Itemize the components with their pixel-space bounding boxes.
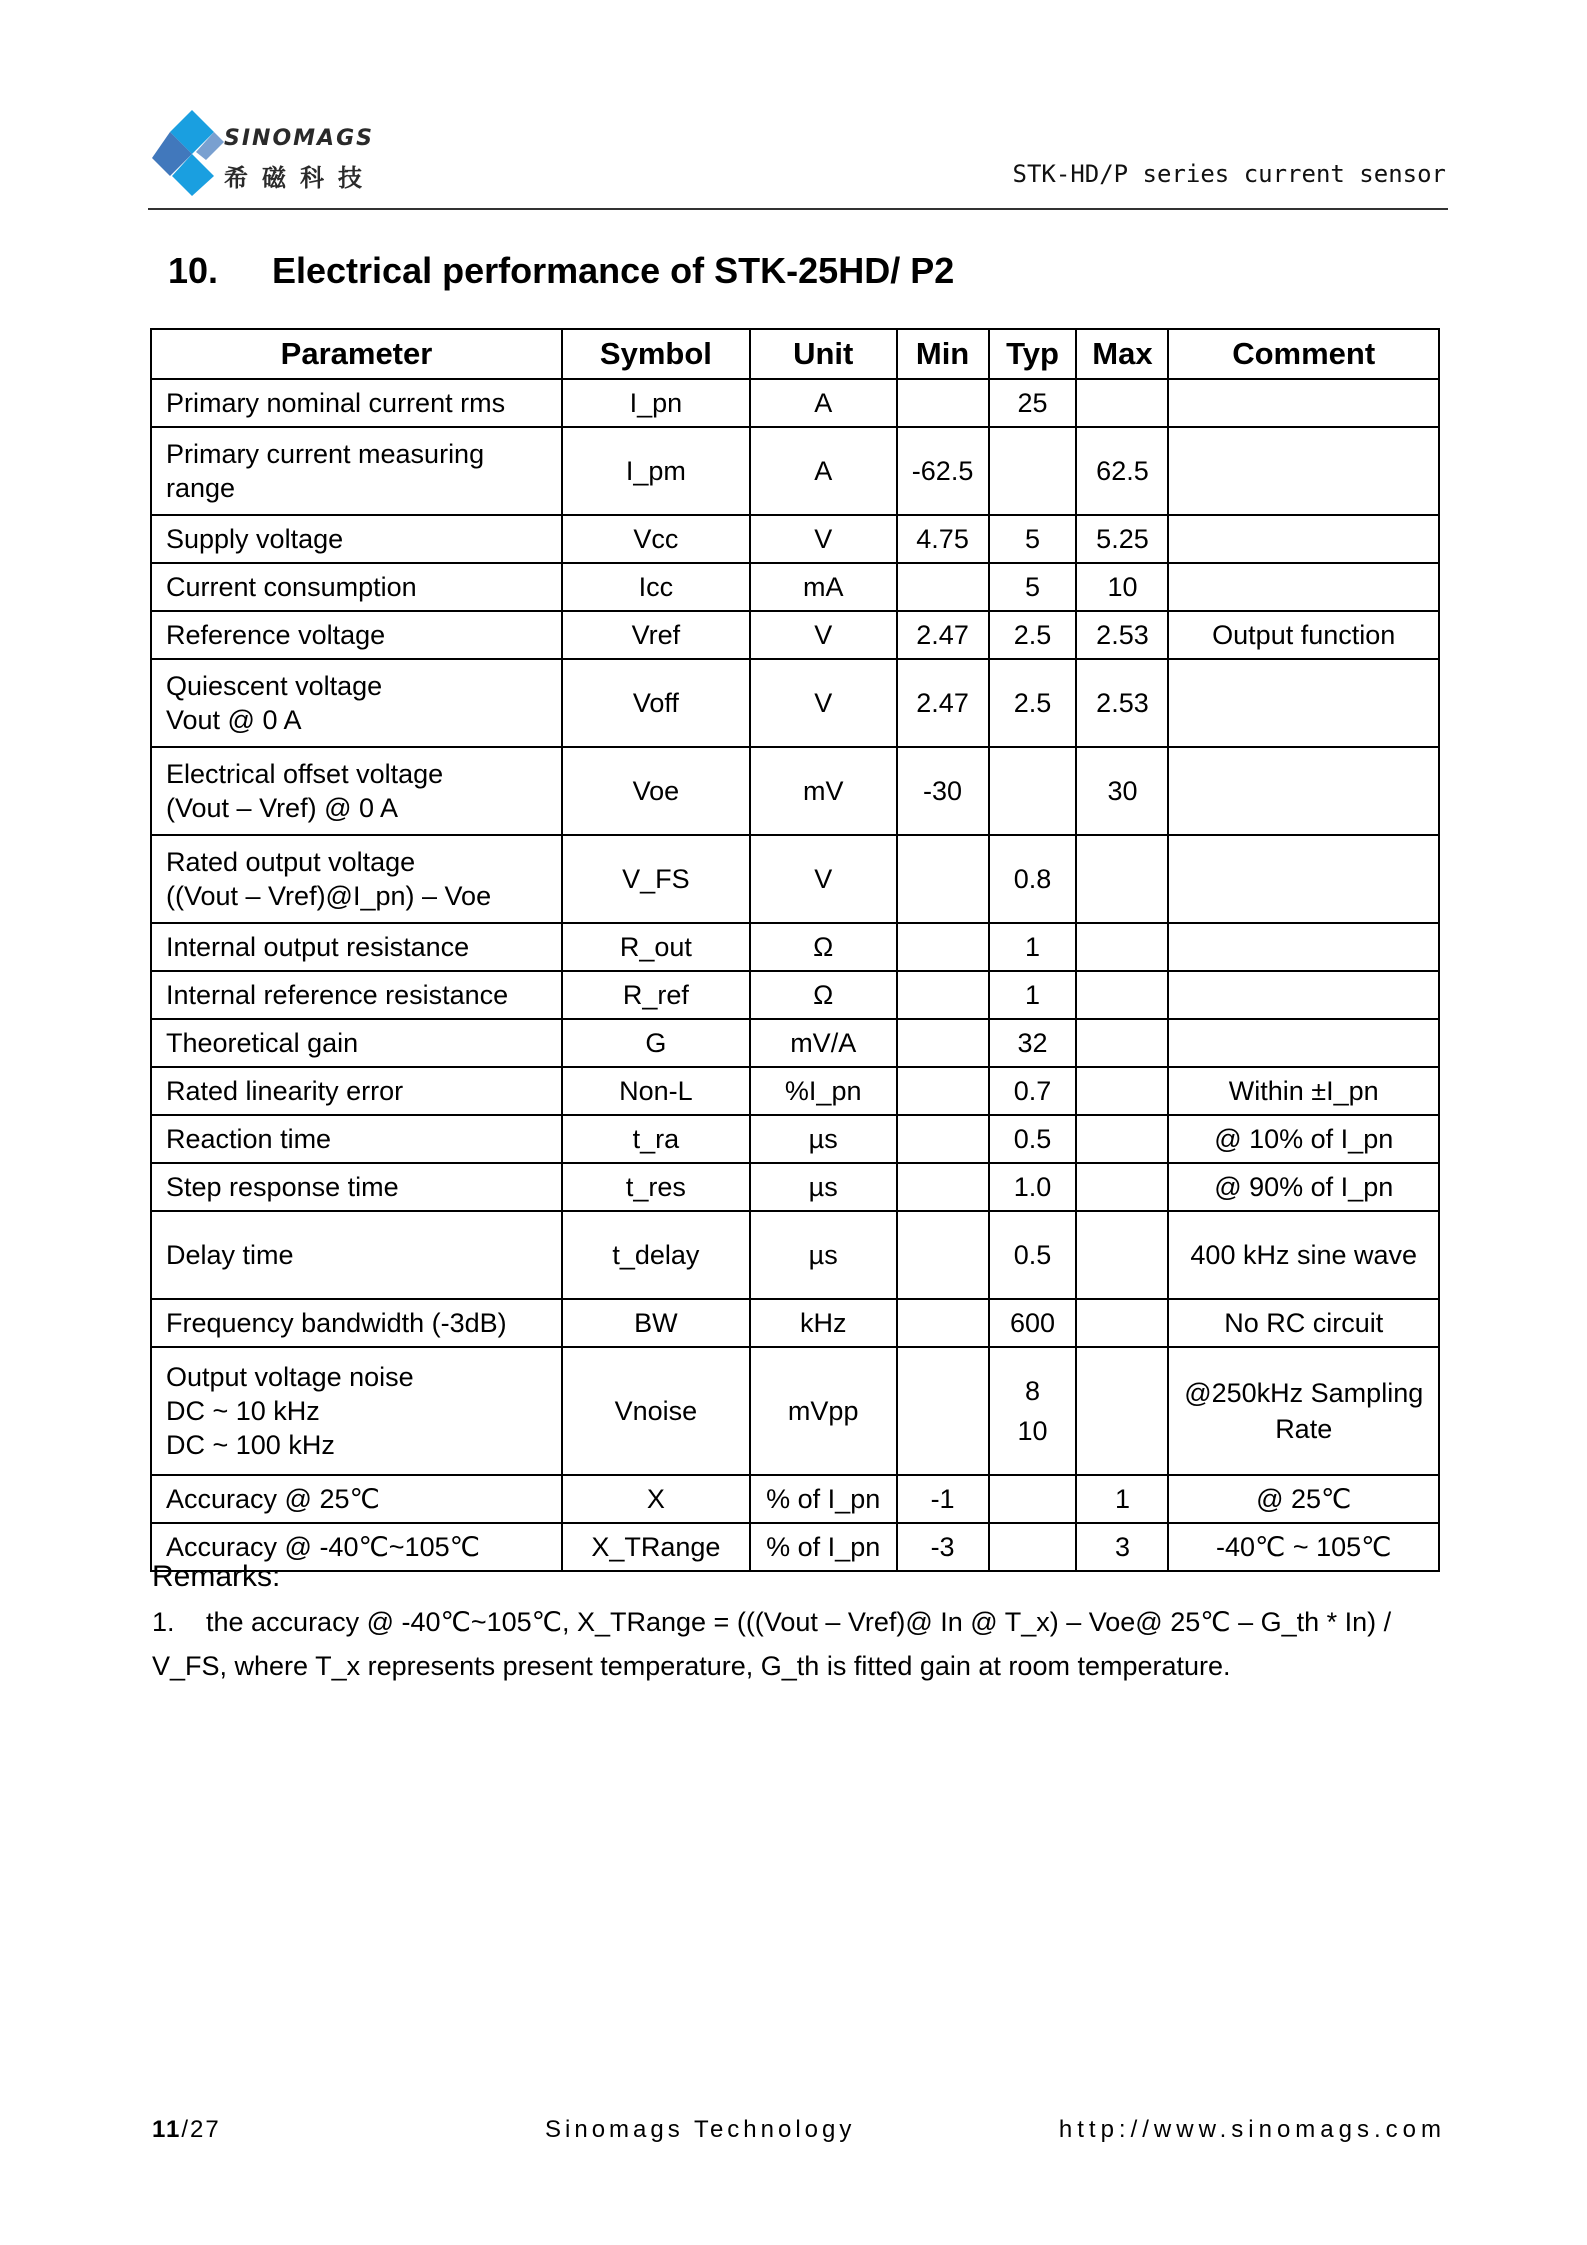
parameter-line: ((Vout – Vref)@I_pn) – Voe (166, 881, 492, 911)
cell-unit: A (750, 379, 897, 427)
brand-name-en: SINOMAGS (224, 126, 374, 151)
cell-max (1076, 1299, 1168, 1347)
parameter-line: Primary nominal current rms (166, 388, 506, 418)
table-row (151, 515, 1439, 563)
cell-typ (989, 971, 1077, 1019)
cell-comment (1168, 923, 1439, 971)
cell-parameter (151, 1115, 562, 1163)
cell-min: 4.75 (897, 515, 989, 563)
header-max: Max (1076, 329, 1168, 379)
parameter-line: Accuracy @ 25℃ (166, 1484, 380, 1514)
cell-typ (989, 611, 1077, 659)
cell-max (1076, 1163, 1168, 1211)
remark-number: 1. (152, 1607, 175, 1637)
typ-value: 1 (1025, 931, 1041, 962)
footer-company: Sinomags Technology (545, 2116, 856, 2143)
cell-max (1076, 1115, 1168, 1163)
cell-typ (989, 747, 1077, 835)
cell-symbol: R_out (562, 923, 750, 971)
cell-parameter (151, 923, 562, 971)
table-row (151, 427, 1439, 515)
cell-comment (1168, 379, 1439, 427)
cell-min: -30 (897, 747, 989, 835)
parameter-line: DC ~ 10 kHz (166, 1396, 320, 1426)
cell-symbol: G (562, 1019, 750, 1067)
cell-min (897, 835, 989, 923)
typ-value: 10 (1017, 1416, 1048, 1446)
cell-max (1076, 1211, 1168, 1299)
parameter-line: Electrical offset voltage (166, 759, 444, 789)
cell-unit: A (750, 427, 897, 515)
typ-value: 0.5 (1013, 1239, 1052, 1270)
cell-typ (989, 659, 1077, 747)
electrical-performance-table (150, 328, 1440, 1572)
cell-min (897, 1019, 989, 1067)
table-row (151, 971, 1439, 1019)
cell-comment (1168, 971, 1439, 1019)
cell-typ (989, 1163, 1077, 1211)
typ-value: 1 (1025, 979, 1041, 1010)
cell-typ (989, 1211, 1077, 1299)
cell-parameter (151, 427, 562, 515)
cell-symbol: t_delay (562, 1211, 750, 1299)
parameter-line: Frequency bandwidth (-3dB) (166, 1308, 507, 1338)
parameter-line: Vout @ 0 A (166, 705, 302, 735)
cell-comment (1168, 835, 1439, 923)
cell-unit: µs (750, 1163, 897, 1211)
header-divider (148, 208, 1448, 210)
cell-comment (1168, 427, 1439, 515)
cell-min: 2.47 (897, 611, 989, 659)
cell-max (1076, 1347, 1168, 1475)
parameter-line: Internal output resistance (166, 932, 470, 962)
cell-symbol: I_pm (562, 427, 750, 515)
parameter-line: Primary current measuring (166, 439, 485, 469)
table-row (151, 379, 1439, 427)
cell-comment (1168, 747, 1439, 835)
cell-typ (989, 1115, 1077, 1163)
cell-parameter (151, 659, 562, 747)
cell-max: 10 (1076, 563, 1168, 611)
table-row (151, 1115, 1439, 1163)
header-min: Min (897, 329, 989, 379)
cell-max (1076, 923, 1168, 971)
table-row (151, 1299, 1439, 1347)
cell-typ (989, 923, 1077, 971)
cell-max: 2.53 (1076, 611, 1168, 659)
cell-symbol: X_TRange (562, 1523, 750, 1571)
cell-comment: @ 25℃ (1168, 1475, 1439, 1523)
header-comment: Comment (1168, 329, 1439, 379)
cell-unit: Ω (750, 971, 897, 1019)
cell-parameter (151, 971, 562, 1019)
cell-max: 62.5 (1076, 427, 1168, 515)
cell-min (897, 379, 989, 427)
table-row (151, 1067, 1439, 1115)
cell-min (897, 1163, 989, 1211)
parameter-line: (Vout – Vref) @ 0 A (166, 793, 399, 823)
cell-typ (989, 1475, 1077, 1523)
typ-value: 32 (1017, 1027, 1048, 1058)
cell-max: 5.25 (1076, 515, 1168, 563)
cell-unit: V (750, 611, 897, 659)
cell-symbol: X (562, 1475, 750, 1523)
typ-value: 600 (1009, 1307, 1056, 1338)
cell-unit: %I_pn (750, 1067, 897, 1115)
cell-max (1076, 1067, 1168, 1115)
parameter-line: Reaction time (166, 1124, 332, 1154)
parameter-line: Theoretical gain (166, 1028, 359, 1058)
cell-symbol: Vnoise (562, 1347, 750, 1475)
table-row (151, 1475, 1439, 1523)
cell-unit: µs (750, 1115, 897, 1163)
typ-value: 0.5 (1013, 1123, 1052, 1154)
cell-symbol: Voe (562, 747, 750, 835)
cell-unit: V (750, 659, 897, 747)
parameter-line: range (166, 473, 236, 503)
cell-min (897, 1211, 989, 1299)
cell-max: 3 (1076, 1523, 1168, 1571)
cell-parameter (151, 747, 562, 835)
cell-typ (989, 1067, 1077, 1115)
cell-min (897, 563, 989, 611)
cell-unit: mV (750, 747, 897, 835)
cell-min: -62.5 (897, 427, 989, 515)
section-heading (168, 250, 954, 292)
table-row (151, 1523, 1439, 1571)
cell-unit: mA (750, 563, 897, 611)
cell-symbol: R_ref (562, 971, 750, 1019)
typ-value: 2.5 (1013, 619, 1052, 650)
cell-unit: µs (750, 1211, 897, 1299)
cell-max: 1 (1076, 1475, 1168, 1523)
table-header-row (151, 329, 1439, 379)
typ-value: 2.5 (1013, 687, 1052, 718)
table-row (151, 1163, 1439, 1211)
table-row (151, 659, 1439, 747)
cell-symbol: Non-L (562, 1067, 750, 1115)
parameter-line: Output voltage noise (166, 1362, 414, 1392)
cell-typ (989, 835, 1077, 923)
table-row (151, 835, 1439, 923)
cell-parameter (151, 379, 562, 427)
cell-parameter (151, 1347, 562, 1475)
page-number (152, 2116, 221, 2144)
cell-min: -1 (897, 1475, 989, 1523)
parameter-line: Accuracy @ -40℃~105℃ (166, 1532, 480, 1562)
table-row (151, 563, 1439, 611)
typ-value: 5 (1025, 523, 1041, 554)
parameter-line: Rated linearity error (166, 1076, 404, 1106)
cell-typ (989, 515, 1077, 563)
cell-parameter (151, 1019, 562, 1067)
table-row (151, 1019, 1439, 1067)
cell-min (897, 1067, 989, 1115)
section-title: Electrical performance of STK-25HD/ P2 (272, 250, 955, 291)
header-parameter: Parameter (151, 329, 562, 379)
parameter-line: Supply voltage (166, 524, 344, 554)
cell-max: 30 (1076, 747, 1168, 835)
cell-parameter (151, 515, 562, 563)
cell-symbol: Icc (562, 563, 750, 611)
cell-comment: @ 10% of I_pn (1168, 1115, 1439, 1163)
typ-value: 1.0 (1013, 1171, 1052, 1202)
cell-unit: mV/A (750, 1019, 897, 1067)
cell-unit: mVpp (750, 1347, 897, 1475)
cell-min (897, 1299, 989, 1347)
parameter-line: Reference voltage (166, 620, 386, 650)
table-body (151, 379, 1439, 1571)
cell-parameter (151, 563, 562, 611)
brand-name-cn: 希磁科技 (224, 164, 376, 192)
table-row (151, 923, 1439, 971)
parameter-line: Quiescent voltage (166, 671, 383, 701)
cell-unit: % of I_pn (750, 1523, 897, 1571)
cell-typ (989, 1019, 1077, 1067)
footer-url: http://www.sinomags.com (1058, 2116, 1446, 2143)
remark-item (152, 1600, 1452, 1688)
cell-min (897, 1347, 989, 1475)
cell-comment: 400 kHz sine wave (1168, 1211, 1439, 1299)
cell-comment: -40℃ ~ 105℃ (1168, 1523, 1439, 1571)
cell-max (1076, 971, 1168, 1019)
cell-parameter (151, 1299, 562, 1347)
cell-max (1076, 379, 1168, 427)
cell-max (1076, 1019, 1168, 1067)
cell-min: 2.47 (897, 659, 989, 747)
header-symbol: Symbol (562, 329, 750, 379)
cell-parameter (151, 1163, 562, 1211)
cell-comment: No RC circuit (1168, 1299, 1439, 1347)
parameter-line: Rated output voltage (166, 847, 416, 877)
cell-typ (989, 1347, 1077, 1475)
table-row (151, 747, 1439, 835)
cell-parameter (151, 1067, 562, 1115)
cell-unit: Ω (750, 923, 897, 971)
parameter-line: Step response time (166, 1172, 399, 1202)
parameter-line: DC ~ 100 kHz (166, 1430, 335, 1460)
cell-typ (989, 563, 1077, 611)
section-number: 10. (168, 250, 219, 291)
cell-typ (989, 1299, 1077, 1347)
cell-min (897, 1115, 989, 1163)
cell-comment: @ 90% of I_pn (1168, 1163, 1439, 1211)
remark-text: the accuracy @ -40℃~105℃, X_TRange = (((Vout – Vref)@ In @ T_x) – Voe@ 25℃ – G_th * In) / V_FS, where T_x represents present temperature, G_th is fitted gain at room temperature. (152, 1607, 1392, 1681)
table-row (151, 611, 1439, 659)
page-total: /27 (181, 2116, 221, 2143)
cell-min (897, 923, 989, 971)
typ-value: 0.7 (1013, 1075, 1052, 1106)
cell-comment: Output function (1168, 611, 1439, 659)
typ-value: 8 (1025, 1376, 1041, 1406)
sinomags-logo-icon (150, 108, 235, 196)
cell-symbol: V_FS (562, 835, 750, 923)
cell-comment (1168, 515, 1439, 563)
cell-comment (1168, 659, 1439, 747)
cell-symbol: BW (562, 1299, 750, 1347)
typ-value: 25 (1017, 387, 1048, 418)
cell-typ (989, 1523, 1077, 1571)
cell-unit: kHz (750, 1299, 897, 1347)
cell-typ (989, 427, 1077, 515)
cell-max (1076, 835, 1168, 923)
cell-comment (1168, 1019, 1439, 1067)
cell-comment (1168, 563, 1439, 611)
cell-symbol: Voff (562, 659, 750, 747)
remarks-title: Remarks: (152, 1560, 281, 1593)
cell-symbol: Vref (562, 611, 750, 659)
header-typ: Typ (989, 329, 1077, 379)
header-unit: Unit (750, 329, 897, 379)
cell-unit: V (750, 515, 897, 563)
cell-min (897, 971, 989, 1019)
cell-comment: @250kHz Sampling Rate (1168, 1347, 1439, 1475)
typ-value: 0.8 (1013, 863, 1052, 894)
cell-parameter (151, 835, 562, 923)
cell-symbol: t_res (562, 1163, 750, 1211)
cell-comment: Within ±I_pn (1168, 1067, 1439, 1115)
cell-unit: % of I_pn (750, 1475, 897, 1523)
cell-min: -3 (897, 1523, 989, 1571)
cell-parameter (151, 1475, 562, 1523)
cell-symbol: Vcc (562, 515, 750, 563)
document-title: STK-HD/P series current sensor (1012, 160, 1446, 188)
cell-parameter (151, 611, 562, 659)
typ-value: 5 (1025, 571, 1041, 602)
parameter-line: Delay time (166, 1240, 294, 1270)
cell-parameter (151, 1211, 562, 1299)
cell-max: 2.53 (1076, 659, 1168, 747)
table-row (151, 1347, 1439, 1475)
table-row (151, 1211, 1439, 1299)
parameter-line: Internal reference resistance (166, 980, 509, 1010)
parameter-line: Current consumption (166, 572, 417, 602)
cell-typ (989, 379, 1077, 427)
cell-unit: V (750, 835, 897, 923)
cell-symbol: I_pn (562, 379, 750, 427)
cell-symbol: t_ra (562, 1115, 750, 1163)
page-current: 11 (152, 2116, 182, 2143)
